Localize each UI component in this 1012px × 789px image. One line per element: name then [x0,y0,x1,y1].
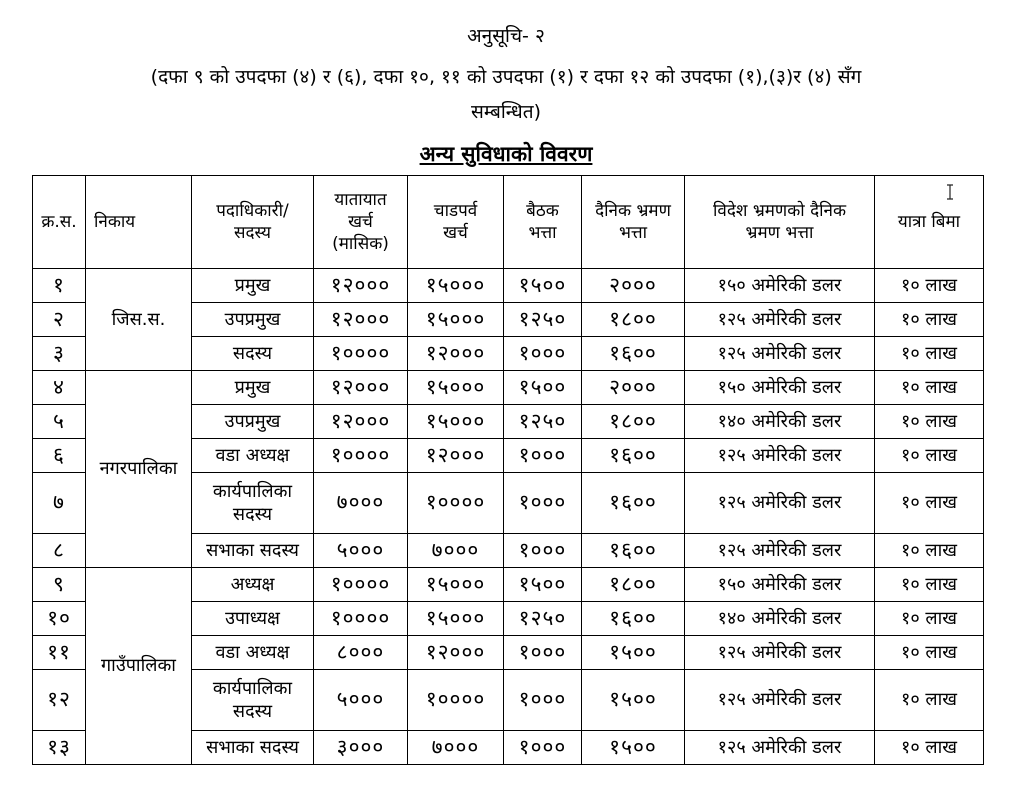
post-cell: उपप्रमुख [192,405,314,439]
post-cell: प्रमुख [192,269,314,303]
transport-cell: १२००० [314,303,408,337]
table-row [33,269,984,303]
meeting-cell: १२५० [504,602,582,636]
serial-cell: ९ [33,568,86,602]
serial-cell: ३ [33,337,86,371]
post-line: सदस्य [232,701,273,722]
transport-cell: १०००० [314,568,408,602]
daily-cell: १८०० [582,303,685,337]
post-cell: उपप्रमुख [192,303,314,337]
col-header-foreign-line2: भ्रमण भत्ता [745,223,814,243]
body-name-cell: नगरपालिका [86,371,192,568]
foreign-cell: १२५ अमेरिकी डलर [685,439,875,473]
transport-cell: १०००० [314,439,408,473]
daily-cell: १६०० [582,534,685,568]
festival-cell: ७००० [408,534,504,568]
daily-cell: १६०० [582,337,685,371]
festival-cell: ७००० [408,731,504,765]
post-cell: प्रमुख [192,371,314,405]
insurance-cell: १० लाख [875,670,984,731]
meeting-cell: १००० [504,636,582,670]
foreign-cell: १२५ अमेरिकी डलर [685,670,875,731]
col-header-daily [582,176,685,269]
post-cell: सदस्य [192,337,314,371]
post-cell: वडा अध्यक्ष [192,636,314,670]
meeting-cell: १००० [504,473,582,534]
foreign-cell: १२५ अमेरिकी डलर [685,473,875,534]
serial-cell: १ [33,269,86,303]
serial-cell: ८ [33,534,86,568]
post-line: कार्यपालिका [212,677,293,699]
annex-heading: अनुसूचि- २ [467,25,545,47]
col-header-post-line2: सदस्य [234,223,271,243]
transport-cell: ८००० [314,636,408,670]
col-header-post [192,176,314,269]
festival-cell: १५००० [408,568,504,602]
table-row [33,371,984,405]
table-header-row [33,176,984,269]
post-cell: वडा अध्यक्ष [192,439,314,473]
insurance-cell: १० लाख [875,269,984,303]
post-cell: सभाका सदस्य [192,731,314,765]
festival-cell: १०००० [408,473,504,534]
facilities-table [32,175,984,765]
body-name-cell: गाउँपालिका [86,568,192,765]
transport-cell: ५००० [314,670,408,731]
col-header-foreign [685,176,875,269]
post-cell [192,473,314,534]
foreign-cell: १५० अमेरिकी डलर [685,371,875,405]
daily-cell: १६०० [582,439,685,473]
meeting-cell: १५०० [504,568,582,602]
meeting-cell: १२५० [504,303,582,337]
foreign-cell: १२५ अमेरिकी डलर [685,731,875,765]
post-cell [192,670,314,731]
serial-cell: ६ [33,439,86,473]
daily-cell: १५०० [582,731,685,765]
festival-cell: १५००० [408,269,504,303]
document-title: अन्य सुविधाको विवरण [419,142,593,166]
daily-cell: १५०० [582,670,685,731]
post-line: सदस्य [232,504,273,525]
insurance-cell: १० लाख [875,473,984,534]
reference-line-1: (दफा ९ को उपदफा (४) र (६), दफा १०, ११ को उपदफा (१) र दफा १२ को उपदफा (१),(३)र (४) सँग [150,66,862,88]
reference-line-2: सम्बन्धित) [471,101,541,123]
post-cell: सभाका सदस्य [192,534,314,568]
insurance-cell: १० लाख [875,534,984,568]
daily-cell: १६०० [582,602,685,636]
serial-cell: ४ [33,371,86,405]
daily-cell: १६०० [582,473,685,534]
foreign-cell: १२५ अमेरिकी डलर [685,337,875,371]
col-header-festival [408,176,504,269]
transport-cell: ५००० [314,534,408,568]
table-row [33,568,984,602]
col-header-body: निकाय [86,176,192,269]
meeting-cell: १५०० [504,269,582,303]
body-name-cell: जिस.स. [86,269,192,371]
insurance-cell: १० लाख [875,568,984,602]
foreign-cell: १२५ अमेरिकी डलर [685,303,875,337]
serial-cell: ७ [33,473,86,534]
meeting-cell: १००० [504,731,582,765]
serial-cell: १२ [33,670,86,731]
col-header-meeting-line1: बैठक [526,200,559,221]
text-cursor-icon [946,184,954,200]
meeting-cell: १००० [504,439,582,473]
foreign-cell: १५० अमेरिकी डलर [685,269,875,303]
daily-cell: २००० [582,371,685,405]
col-header-sn: क्र.स. [33,176,86,269]
insurance-cell: १० लाख [875,405,984,439]
col-header-insurance: यात्रा बिमा [875,176,984,269]
insurance-cell: १० लाख [875,371,984,405]
insurance-cell: १० लाख [875,602,984,636]
post-line: कार्यपालिका [212,480,293,502]
meeting-cell: १००० [504,534,582,568]
foreign-cell: १४० अमेरिकी डलर [685,602,875,636]
col-header-meeting [504,176,582,269]
festival-cell: १२००० [408,337,504,371]
meeting-cell: १००० [504,337,582,371]
festival-cell: १२००० [408,439,504,473]
col-header-transport-line2: खर्च [348,211,373,232]
transport-cell: १२००० [314,269,408,303]
transport-cell: १२००० [314,405,408,439]
foreign-cell: १२५ अमेरिकी डलर [685,534,875,568]
transport-cell: १२००० [314,371,408,405]
col-header-foreign-line1: विदेश भ्रमणको दैनिक [712,200,847,221]
festival-cell: १५००० [408,303,504,337]
col-header-post-line1: पदाधिकारी/ [216,200,289,221]
festival-cell: १५००० [408,405,504,439]
col-header-transport [314,176,408,269]
daily-cell: १८०० [582,568,685,602]
insurance-cell: १० लाख [875,731,984,765]
col-header-transport-line3: (मासिक) [332,234,389,255]
festival-cell: १५००० [408,602,504,636]
col-header-transport-line1: यातायात [334,189,387,210]
insurance-cell: १० लाख [875,303,984,337]
transport-cell: ७००० [314,473,408,534]
transport-cell: १०००० [314,337,408,371]
meeting-cell: १००० [504,670,582,731]
serial-cell: ११ [33,636,86,670]
meeting-cell: १२५० [504,405,582,439]
insurance-cell: १० लाख [875,636,984,670]
daily-cell: १५०० [582,636,685,670]
post-cell: अध्यक्ष [192,568,314,602]
col-header-festival-line1: चाडपर्व [433,200,478,221]
col-header-daily-line1: दैनिक भ्रमण [595,200,671,221]
serial-cell: १० [33,602,86,636]
festival-cell: १२००० [408,636,504,670]
serial-cell: ५ [33,405,86,439]
serial-cell: १३ [33,731,86,765]
transport-cell: १०००० [314,602,408,636]
post-cell: उपाध्यक्ष [192,602,314,636]
col-header-daily-line2: भत्ता [618,223,648,243]
festival-cell: १०००० [408,670,504,731]
col-header-meeting-line2: भत्ता [528,223,557,243]
col-header-festival-line2: खर्च [443,223,468,243]
insurance-cell: १० लाख [875,337,984,371]
foreign-cell: १२५ अमेरिकी डलर [685,636,875,670]
transport-cell: ३००० [314,731,408,765]
daily-cell: २००० [582,269,685,303]
insurance-cell: १० लाख [875,439,984,473]
meeting-cell: १५०० [504,371,582,405]
daily-cell: १८०० [582,405,685,439]
festival-cell: १५००० [408,371,504,405]
foreign-cell: १५० अमेरिकी डलर [685,568,875,602]
foreign-cell: १४० अमेरिकी डलर [685,405,875,439]
serial-cell: २ [33,303,86,337]
